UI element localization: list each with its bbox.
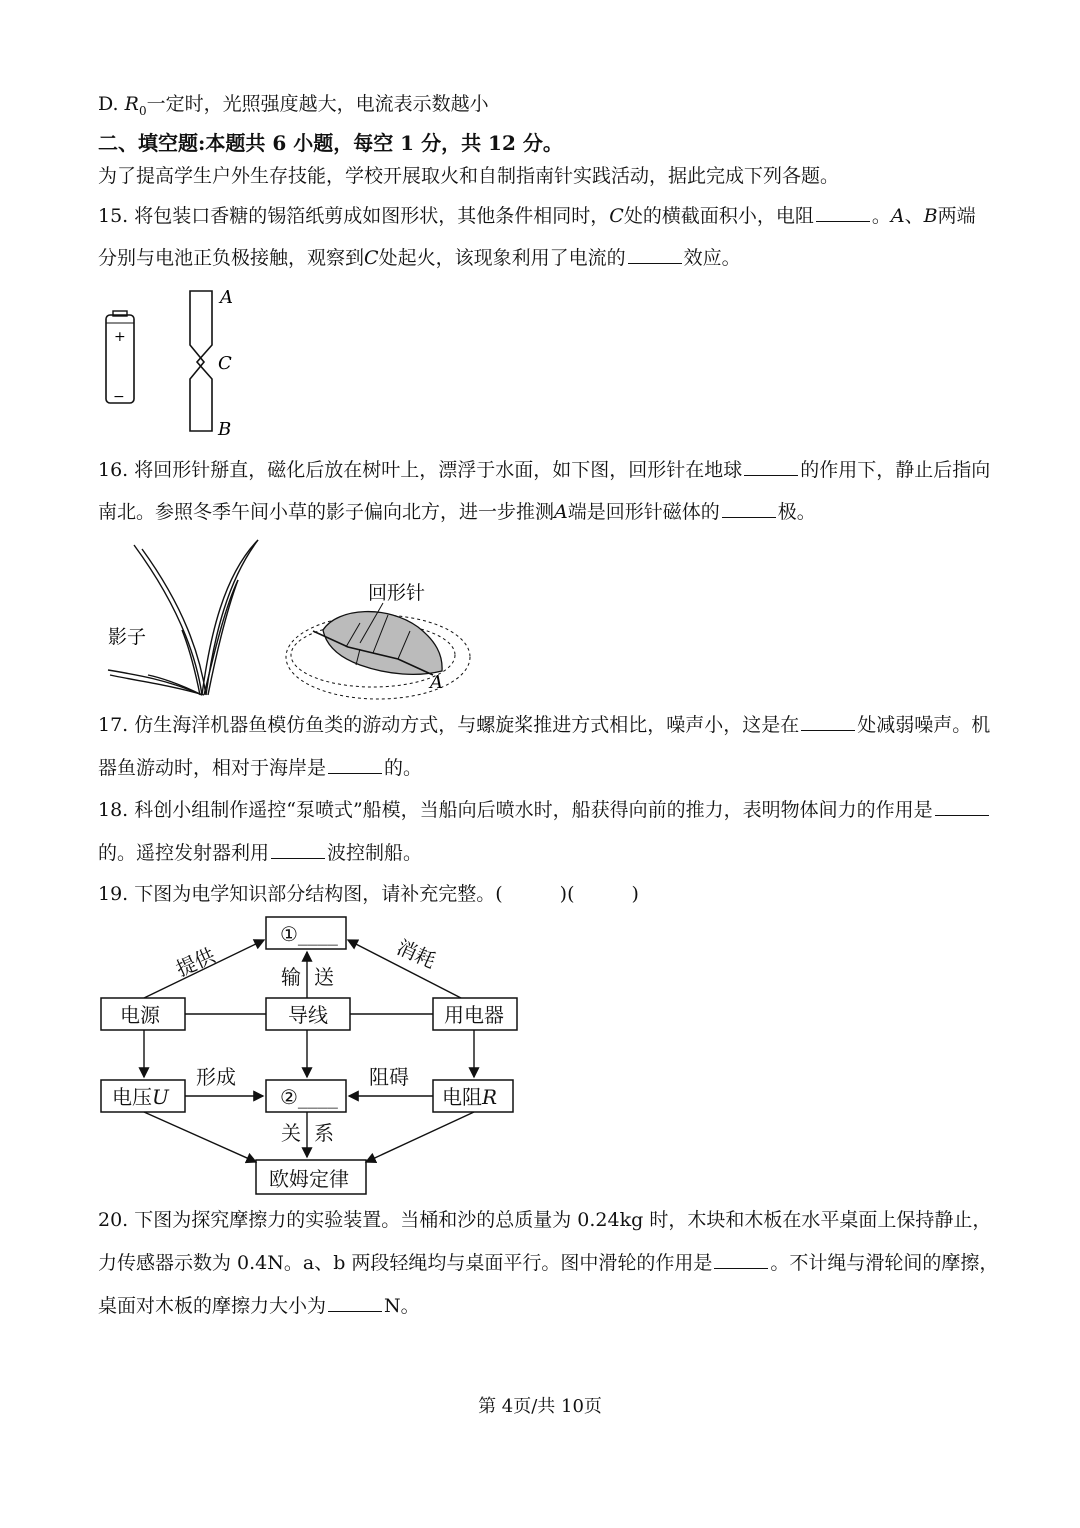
q15-text-e: 分别与电池正负极接触，观察到 [98,247,365,269]
clip-label: 回形针 [368,582,426,604]
transmit-label-2: 送 [314,965,334,989]
q15-var-c2: C [364,247,379,269]
q16-var-a: A [554,501,568,523]
q15-text-d: 两端 [937,205,976,227]
q15-text-a: 15. 将包装口香糖的锡箔纸剪成如图形状，其他条件相同时， [98,205,610,227]
source-label: 电源 [120,1003,160,1027]
section-intro: 为了提高学生户外生存技能，学校开展取火和自制指南针实践活动，据此完成下列各题。 [98,165,840,187]
q15-blank-2[interactable] [628,245,682,264]
relation-label-2: 系 [314,1121,334,1145]
q16-line1 [98,457,990,482]
q16-text-a: 16. 将回形针掰直，磁化后放在树叶上，漂浮于水面，如下图，回形针在地球 [98,459,743,481]
option-d-text: 一定时，光照强度越大，电流表示数越小 [146,93,489,115]
q18-blank-2[interactable] [271,840,325,859]
foil-label-b: B [218,419,232,440]
option-d [98,92,489,123]
battery-icon [106,311,134,405]
q16-figure [98,535,478,700]
q20-text-c: 桌面对木板的摩擦力大小为 [98,1295,327,1317]
q16-text-d: 端是回形针磁体的 [567,501,720,523]
foil-label-a: A [220,287,233,308]
q20-line3 [98,1293,420,1318]
q16-blank-1[interactable] [744,457,798,476]
foil-strip [190,291,212,431]
q15-var-a: A [890,205,905,227]
q20-line1: 20. 下图为探究摩擦力的实验装置。当桶和沙的总质量为 0.24kg 时，木块和木板在水平桌面上保持静止， [98,1209,992,1231]
box-2-label: ②____ [280,1085,338,1109]
box-1-label: ①____ [280,922,338,946]
q20-blank-2[interactable] [328,1293,382,1312]
q20-blank-1[interactable] [714,1250,768,1269]
q15-text-f: 处起火，该现象利用了电流的 [378,247,626,269]
q17-text-b: 处减弱噪声。机 [857,714,991,736]
q15-text-g: 效应。 [683,247,741,269]
section-heading: 二、填空题:本题共 6 小题，每空 1 分，共 12 分。 [98,131,563,155]
q18-text-b: 的。遥控发射器利用 [98,842,270,864]
q17-text-c: 器鱼游动时，相对于海岸是 [98,757,327,779]
q15-text-b: 处的横截面积小，电阻 [623,205,814,227]
option-d-var: R [124,93,139,115]
voltage-text: 电压 [112,1085,152,1109]
option-d-sub: 0 [138,103,147,118]
foil-label-c: C [218,353,232,374]
q16-blank-2[interactable] [722,499,776,518]
q15-sep: 、 [904,205,924,227]
q18-text-a: 18. 科创小组制作遥控“泵喷式”船模，当船向后喷水时，船获得向前的推力，表明物体间力的作用是 [98,799,933,821]
leaf-label-a: A [430,672,443,693]
q18-line1 [98,797,991,822]
battery-minus: − [113,389,125,405]
q15-var-c: C [609,205,624,227]
transmit-label-1: 输 [281,965,301,989]
q16-line2 [98,499,816,524]
relation-label-1: 关 [281,1121,301,1145]
resistance-var: R [482,1085,498,1109]
q15-line2 [98,245,741,270]
voltage-label [112,1085,170,1109]
q17-line1 [98,712,990,737]
shadow-label: 影子 [108,626,147,648]
q16-text-b: 的作用下，静止后指向 [800,459,991,481]
q17-text-d: 的。 [384,757,423,779]
option-d-prefix: D. [98,93,125,115]
q18-line2 [98,840,422,865]
q17-blank-1[interactable] [801,712,855,731]
wire-label: 导线 [288,1003,328,1027]
q18-blank-1[interactable] [935,797,989,816]
battery-plus: + [114,329,126,345]
consume-label: 消耗 [393,934,440,973]
q16-text-e: 极。 [777,501,816,523]
appliance-label: 用电器 [444,1003,504,1027]
q20-text-d: N。 [384,1295,420,1317]
q15-blank-1[interactable] [816,203,870,222]
q19-diagram [96,912,526,1197]
q15-text-c: 。 [871,205,891,227]
q17-blank-2[interactable] [328,755,382,774]
q17-text-a: 17. 仿生海洋机器鱼模仿鱼类的游动方式，与螺旋桨推进方式相比，噪声小，这是在 [98,714,800,736]
resistance-text: 电阻 [442,1085,482,1109]
q15-var-b: B [923,205,938,227]
page-footer: 第 4页/共 10页 [478,1396,602,1417]
provide-label: 提供 [172,943,219,982]
resistance-label [442,1085,497,1109]
q18-text-c: 波控制船。 [327,842,423,864]
q20-text-a: 力传感器示数为 0.4N。a、b 两段轻绳均与桌面平行。图中滑轮的作用是 [98,1252,713,1274]
q16-text-c: 南北。参照冬季午间小草的影子偏向北方，进一步推测 [98,501,555,523]
hinder-label: 阻碍 [369,1065,409,1089]
voltage-var: U [152,1085,169,1109]
grass-icon [108,540,258,695]
q17-line2 [98,755,422,780]
ohm-label: 欧姆定律 [269,1167,349,1191]
q20-line2 [98,1250,998,1275]
form-label: 形成 [196,1065,236,1089]
q15-figure [96,285,256,440]
q20-text-b: 。不计绳与滑轮间的摩擦， [770,1252,999,1274]
q19-line1: 19. 下图为电学知识部分结构图，请补充完整。( )( ) [98,883,639,905]
q15-line1 [98,203,976,228]
